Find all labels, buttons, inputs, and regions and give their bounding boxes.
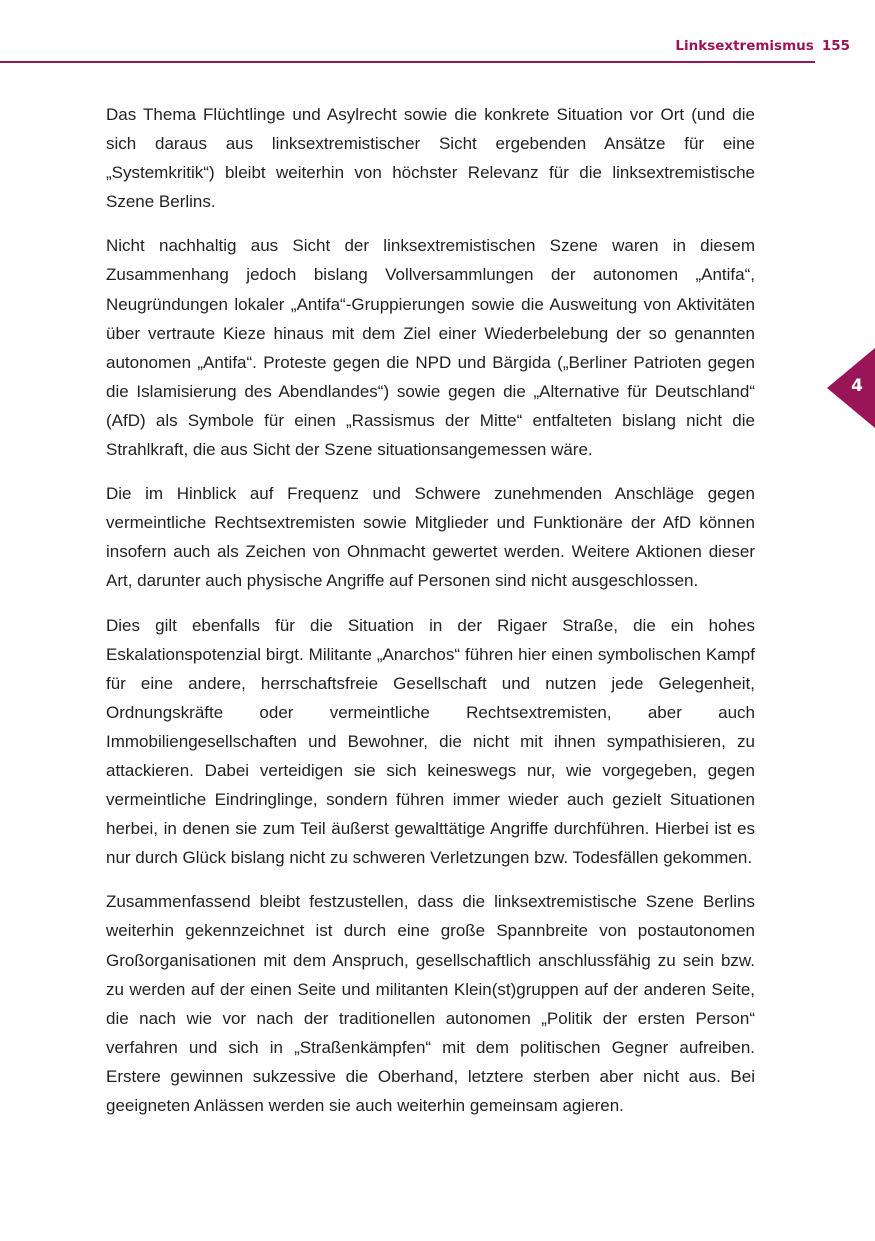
page-number: 155 (821, 38, 850, 54)
paragraph: Zusammenfassend bleibt festzustellen, dass die linksextremistische Szene Berlins weiterhin gekennzeichnet ist durch eine große Spannbreite von postautonomen Großorganisationen mit dem Anspruch, gesellschaftlich anschlussfähig zu sein bzw. zu werden auf der einen Seite und militanten Klein(st)gruppen auf der anderen Seite, die nach wie vor nach der traditionellen autonomen „Politik der ersten Person“ verfahren und sich in „Straßenkämpfen“ mit dem politischen Gegner aufreiben. Erstere gewinnen sukzessive die Oberhand, letztere sterben aber nicht aus. Bei geeigneten Anlässen werden sie auch weiterhin gemeinsam agieren. (106, 892, 755, 1115)
header-rule (0, 61, 815, 63)
paragraph: Nicht nachhaltig aus Sicht der linksextremistischen Szene waren in diesem Zusammenhang jedoch bislang Vollversammlungen der autonomen „Antifa“, Neugründungen lokaler „Antifa“-Gruppierungen sowie die Ausweitung von Aktivitäten über vertraute Kieze hinaus mit dem Ziel einer Wiederbelebung der so genannten autonomen „Antifa“. Proteste gegen die NPD und Bärgida („Berliner Patrioten gegen die Islamisierung des Abendlandes“) sowie gegen die „Alternative für Deutschland“ (AfD) als Symbole für einen „Rassismus der Mitte“ entfalteten bislang nicht die Strahlkraft, die aus Sicht der Szene situationsangemessen wäre. (106, 236, 755, 460)
paragraph: Das Thema Flüchtlinge und Asylrecht sowie die konkrete Situation vor Ort (und die sich daraus aus linksextremistischer Sicht ergebenden Ansätze für eine „Systemkritik“) bleibt weiterhin von höchster Relevanz für die linksextremistische Szene Berlins. (106, 105, 755, 212)
chapter-number: 4 (851, 376, 863, 396)
paragraph: Dies gilt ebenfalls für die Situation in der Rigaer Straße, die ein hohes Eskalationspotenzial birgt. Militante „Anarchos“ führen hier einen symbolischen Kampf für eine andere, herrschaftsfreie Gesellschaft und nutzen jede Gelegenheit, Ordnungskräfte oder vermeintliche Rechtsextremisten, aber auch Immobiliengesellschaften und Bewohner, die nicht mit ihnen sympathisieren, zu attackieren. Dabei verteidigen sie sich keineswegs nur, wie vorgegeben, gegen vermeintliche Eindringlinge, sondern führen immer wieder auch gezielt Situationen herbei, in denen sie zum Teil äußerst gewalttätige Angriffe durchführen. Hierbei ist es nur durch Glück bislang nicht zu schweren Verletzungen bzw. Todesfällen gekommen. (106, 615, 755, 868)
paragraph: Die im Hinblick auf Frequenz und Schwere zunehmenden Anschläge gegen vermeintliche Rechtsextremisten sowie Mitglieder und Funktionäre der AfD können insofern auch als Zeichen von Ohnmacht gewertet werden. Weitere Aktionen dieser Art, darunter auch physische Angriffe auf Personen sind nicht ausgeschlossen. (106, 484, 755, 591)
body-text (106, 100, 755, 1135)
running-header (675, 38, 850, 54)
running-title: Linksextremismus (675, 38, 814, 54)
